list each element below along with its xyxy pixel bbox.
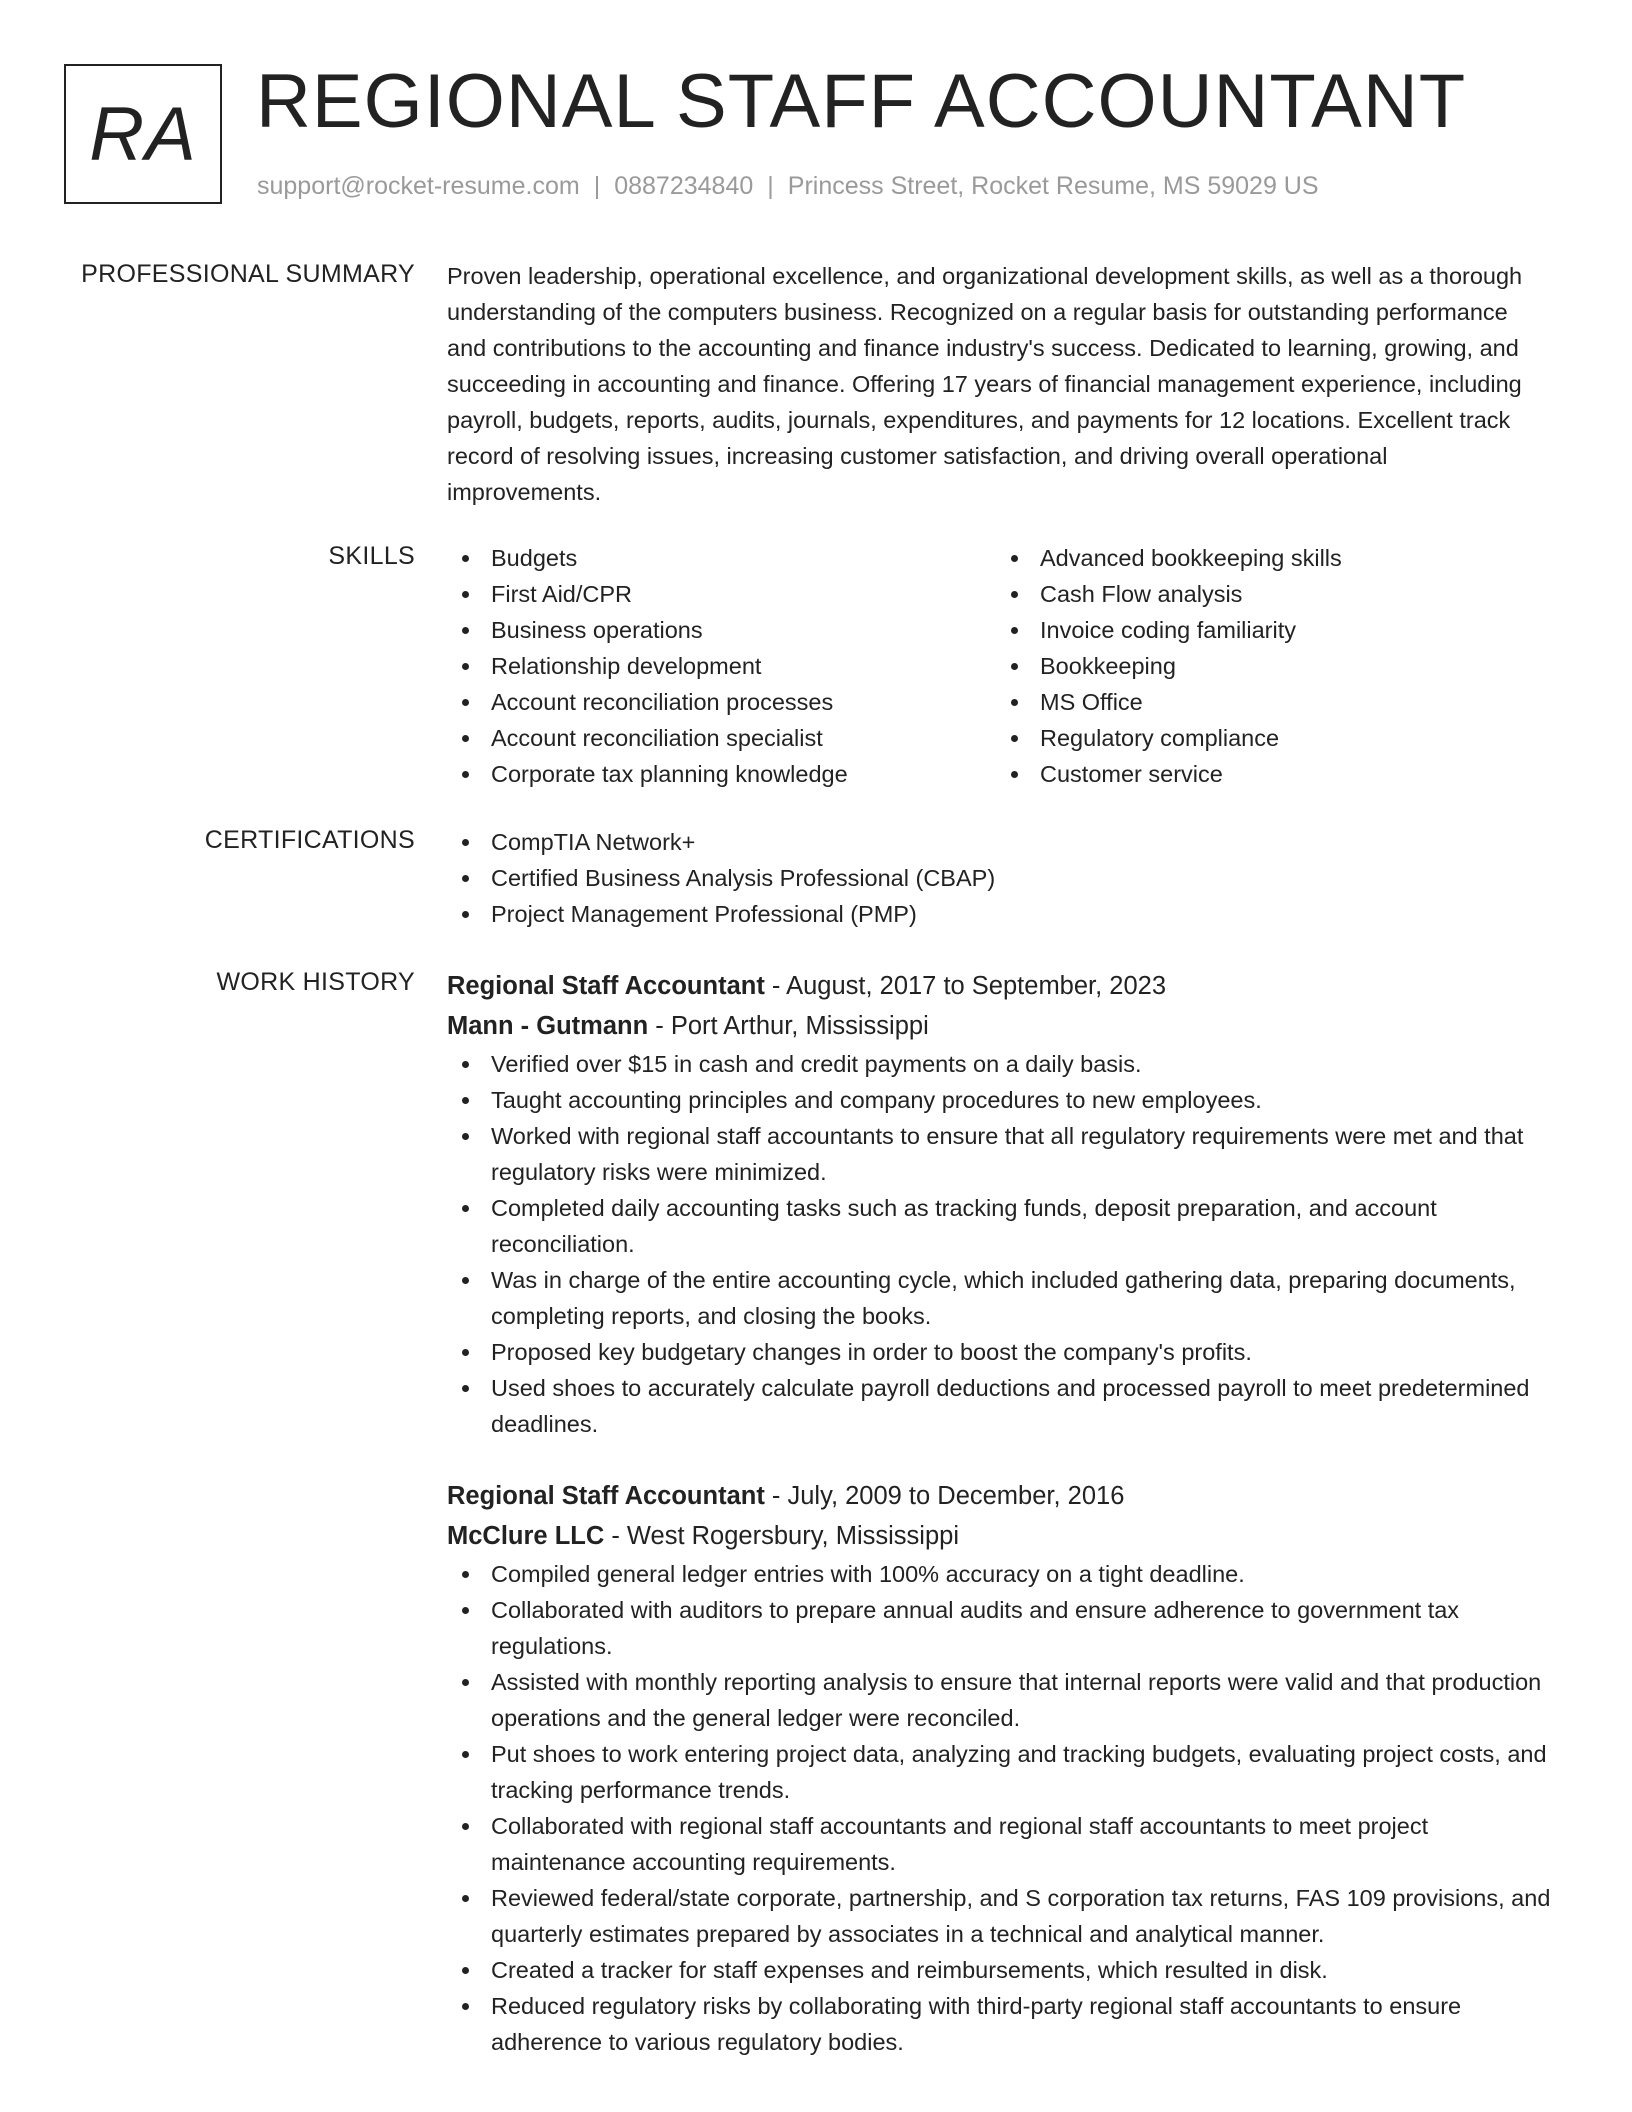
job-duty-item: Collaborated with auditors to prepare annual audits and ensure adherence to government tax regulations. bbox=[447, 1592, 1567, 1664]
skills-list-left bbox=[447, 540, 987, 792]
skills-list-right bbox=[996, 540, 1536, 792]
contact-separator: | bbox=[767, 172, 774, 200]
skill-item: Budgets bbox=[447, 540, 987, 576]
job-title: Regional Staff Accountant bbox=[447, 972, 765, 1000]
certification-item: CompTIA Network+ bbox=[447, 824, 1567, 860]
resume-header bbox=[64, 59, 1584, 214]
skill-item: Cash Flow analysis bbox=[996, 576, 1536, 612]
job-duty-item: Was in charge of the entire accounting cycle, which included gathering data, preparing documents, completing reports, and closing the books. bbox=[447, 1262, 1567, 1334]
job-location: - West Rogersbury, Mississippi bbox=[604, 1522, 959, 1550]
certifications-heading: CERTIFICATIONS bbox=[204, 826, 415, 854]
skill-item: Invoice coding familiarity bbox=[996, 612, 1536, 648]
skills-column-left bbox=[447, 540, 987, 792]
job-duty-item: Compiled general ledger entries with 100% accuracy on a tight deadline. bbox=[447, 1556, 1567, 1592]
skill-item: Corporate tax planning knowledge bbox=[447, 756, 987, 792]
work-history-body bbox=[447, 966, 1567, 2060]
job-duty-item: Assisted with monthly reporting analysis to ensure that internal reports were valid and that production operations and the general ledger were reconciled. bbox=[447, 1664, 1567, 1736]
job-title-line bbox=[447, 966, 1567, 1006]
contact-email: support@rocket-resume.com bbox=[257, 172, 580, 200]
job-duty-item: Created a tracker for staff expenses and reimbursements, which resulted in disk. bbox=[447, 1952, 1567, 1988]
monogram-logo: RA bbox=[64, 64, 222, 204]
certifications-body bbox=[447, 824, 1567, 932]
skill-item: Regulatory compliance bbox=[996, 720, 1536, 756]
job-duty-item: Worked with regional staff accountants to ensure that all regulatory requirements were met and that regulatory risks were minimized. bbox=[447, 1118, 1567, 1190]
job-duty-item: Reviewed federal/state corporate, partnership, and S corporation tax returns, FAS 109 provisions, and quarterly estimates prepared by associates in a technical and analytical manner. bbox=[447, 1880, 1567, 1952]
job-dates: - July, 2009 to December, 2016 bbox=[764, 1482, 1125, 1510]
job-duty-item: Used shoes to accurately calculate payroll deductions and processed payroll to meet predetermined deadlines. bbox=[447, 1370, 1567, 1442]
job-duty-item: Verified over $15 in cash and credit payments on a daily basis. bbox=[447, 1046, 1567, 1082]
certifications-list bbox=[447, 824, 1567, 932]
job-title-line bbox=[447, 1476, 1567, 1516]
job-company: Mann - Gutmann bbox=[447, 1012, 649, 1040]
skill-item: Customer service bbox=[996, 756, 1536, 792]
job-location: - Port Arthur, Mississippi bbox=[648, 1012, 929, 1040]
job-duty-item: Completed daily accounting tasks such as tracking funds, deposit preparation, and account reconciliation. bbox=[447, 1190, 1567, 1262]
skill-item: First Aid/CPR bbox=[447, 576, 987, 612]
certification-item: Certified Business Analysis Professional (CBAP) bbox=[447, 860, 1567, 896]
skill-item: Bookkeeping bbox=[996, 648, 1536, 684]
skill-item: Advanced bookkeeping skills bbox=[996, 540, 1536, 576]
skills-heading: SKILLS bbox=[328, 542, 415, 570]
job-duty-item: Reduced regulatory risks by collaborating with third-party regional staff accountants to ensure adherence to various regulatory bodies. bbox=[447, 1988, 1567, 2060]
summary-text: Proven leadership, operational excellence, and organizational development skills, as well as a thorough understanding of the computers business. Recognized on a regular basis for outstanding performance and contributions to the accounting and finance industry's success. Dedicated to learning, growing, and succeeding in accounting and finance. Offering 17 years of financial management experience, including payroll, budgets, reports, audits, journals, expenditures, and payments for 12 locations. Excellent track record of resolving issues, increasing customer satisfaction, and driving overall operational improvements. bbox=[447, 263, 1523, 505]
skill-item: Account reconciliation specialist bbox=[447, 720, 987, 756]
job-entry bbox=[447, 966, 1567, 1442]
job-company-line bbox=[447, 1006, 1567, 1046]
job-company-line bbox=[447, 1516, 1567, 1556]
job-entry bbox=[447, 1476, 1567, 2060]
job-duty-item: Put shoes to work entering project data, analyzing and tracking budgets, evaluating project costs, and tracking performance trends. bbox=[447, 1736, 1567, 1808]
summary-heading: PROFESSIONAL SUMMARY bbox=[81, 260, 415, 288]
job-duties-list bbox=[447, 1556, 1567, 2060]
contact-phone: 0887234840 bbox=[614, 172, 754, 200]
job-duty-item: Taught accounting principles and company procedures to new employees. bbox=[447, 1082, 1567, 1118]
contact-address: Princess Street, Rocket Resume, MS 59029 US bbox=[787, 172, 1319, 200]
job-duty-item: Collaborated with regional staff accountants and regional staff accountants to meet project maintenance accounting requirements. bbox=[447, 1808, 1567, 1880]
work-history-heading: WORK HISTORY bbox=[216, 968, 415, 996]
skill-item: Business operations bbox=[447, 612, 987, 648]
job-dates: - August, 2017 to September, 2023 bbox=[764, 972, 1167, 1000]
contact-line bbox=[257, 172, 1319, 201]
job-duties-list bbox=[447, 1046, 1567, 1442]
job-title: Regional Staff Accountant bbox=[447, 1482, 765, 1510]
skill-item: MS Office bbox=[996, 684, 1536, 720]
certification-item: Project Management Professional (PMP) bbox=[447, 896, 1567, 932]
job-company: McClure LLC bbox=[447, 1522, 605, 1550]
contact-separator: | bbox=[593, 172, 601, 200]
skill-item: Relationship development bbox=[447, 648, 987, 684]
resume-title: REGIONAL STAFF ACCOUNTANT bbox=[256, 59, 1467, 144]
skills-column-right bbox=[996, 540, 1536, 792]
skill-item: Account reconciliation processes bbox=[447, 684, 987, 720]
job-duty-item: Proposed key budgetary changes in order to boost the company's profits. bbox=[447, 1334, 1567, 1370]
